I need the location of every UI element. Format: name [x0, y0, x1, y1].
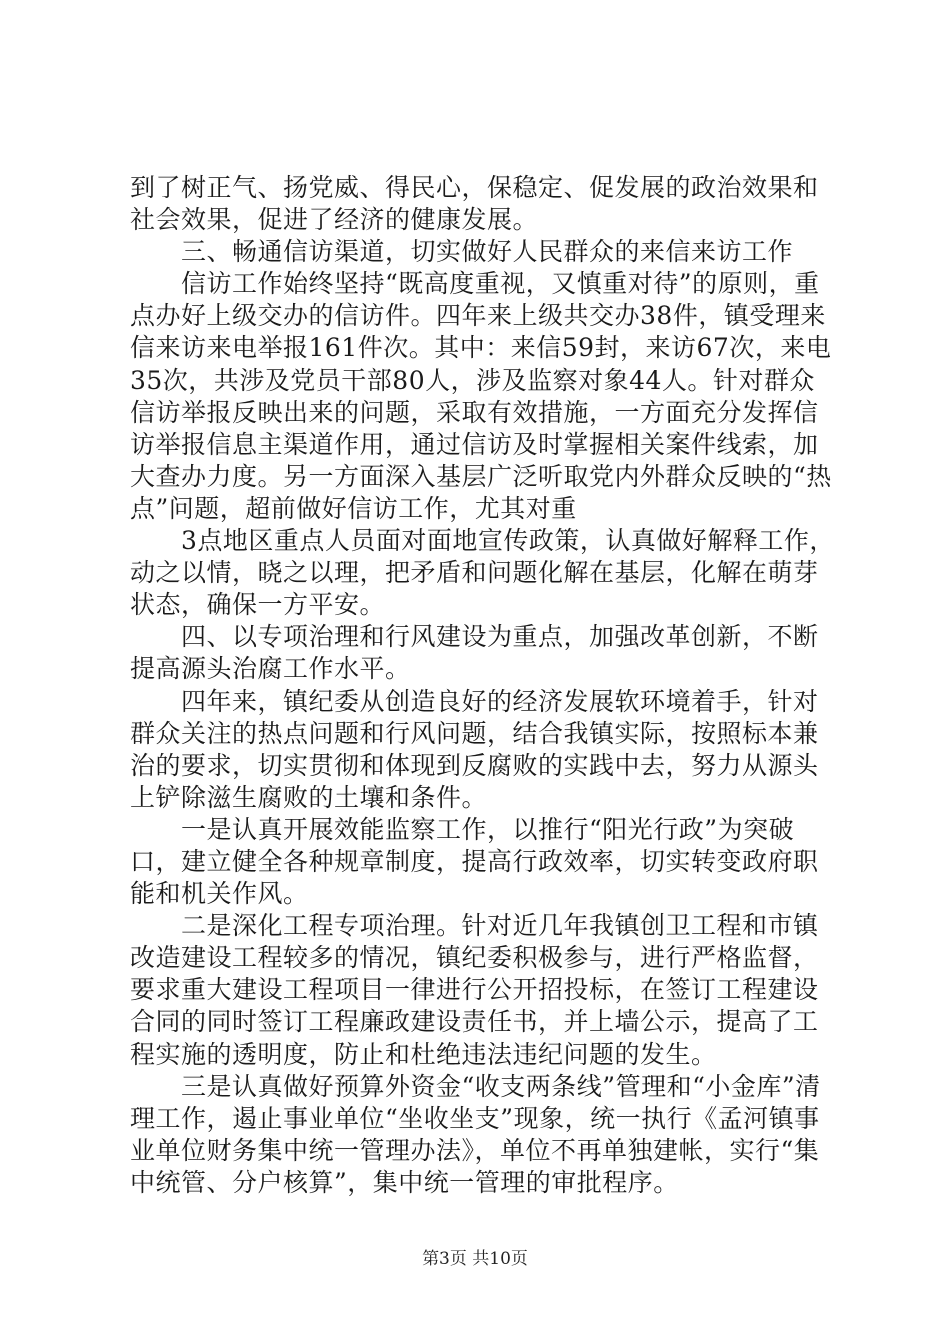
- paragraph-off-budget-funds: 三是认真做好预算外资金“收支两条线”管理和“小金库”清理工作，遏止事业单位“坐收坐支”现象，统一执行《孟河镇事业单位财务集中统一管理办法》，单位不再单独建帐，实行“集中统管、分户核算”，集中统一管理的审批程序。: [130, 1071, 821, 1197]
- paragraph-engineering-governance: 二是深化工程专项治理。针对近几年我镇创卫工程和市镇改造建设工程较多的情况，镇纪委积极参与，进行严格监督，要求重大建设工程项目一律进行公开招投标，在签订工程建设合同的同时签订工程廉政建设责任书，并上墙公示，提高了工程实施的透明度，防止和杜绝违法违纪问题的发生。: [130, 911, 819, 1069]
- paragraph-petition: 信访工作始终坚持“既高度重视，又慎重对待”的原则，重点办好上级交办的信访件。四年来上级共交办38件，镇受理来信来访来电举报161件次。其中：来信59封，来访67次，来电35次，共涉及党员干部80人，涉及监察对象44人。针对群众信访举报反映出来的问题，采取有效措施，一方面充分发挥信访举报信息主渠道作用，通过信访及时掌握相关案件线索，加大查办力度。另一方面深入基层广泛听取党内外群众反映的“热点”问题，超前做好信访工作，尤其对重: [130, 269, 832, 523]
- paragraph-1: 到了树正气、扬党威、得民心，保稳定、促发展的政治效果和社会效果，促进了经济的健康发展。: [130, 173, 819, 235]
- paragraph-efficiency-supervision: 一是认真开展效能监察工作，以推行“阳光行政”为突破口，建立健全各种规章制度，提高行政效率，切实转变政府职能和机关作风。: [130, 814, 819, 909]
- document-body: [130, 172, 835, 1199]
- page-number: 第3页 共10页: [422, 1249, 528, 1269]
- paragraph-key-areas: 3点地区重点人员面对面地宣传政策，认真做好解释工作，动之以情，晓之以理，把矛盾和问题化解在基层，化解在萌芽状态，确保一方平安。: [130, 526, 835, 620]
- section-heading-3: 三、畅通信访渠道，切实做好人民群众的来信来访工作: [130, 237, 794, 267]
- section-heading-4: 四、以专项治理和行风建设为重点，加强改革创新，不断提高源头治腐工作水平。: [130, 622, 819, 684]
- paragraph-four-years: 四年来，镇纪委从创造良好的经济发展软环境着手，针对群众关注的热点问题和行风问题，结合我镇实际，按照标本兼治的要求，切实贯彻和体现到反腐败的实践中去，努力从源头上铲除滋生腐败的土壤和条件。: [130, 686, 819, 812]
